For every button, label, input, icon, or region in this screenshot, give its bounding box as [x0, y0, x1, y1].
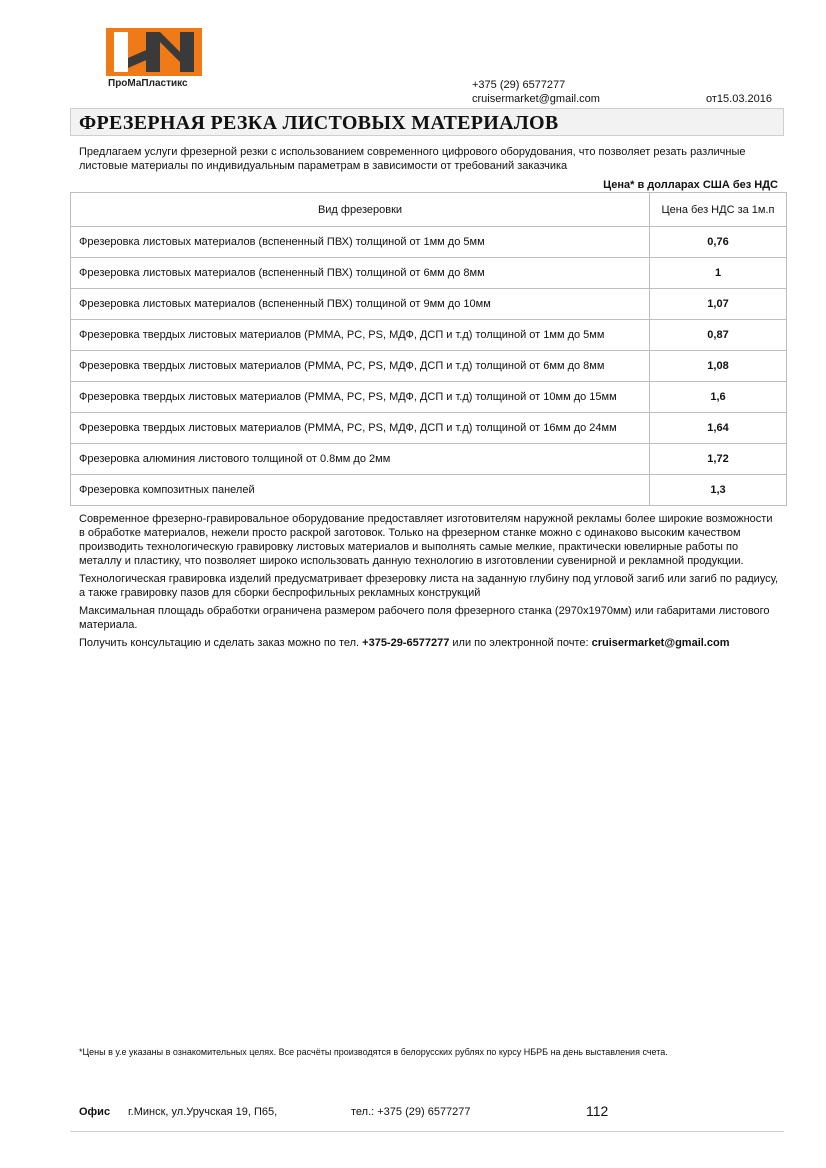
row-price: 0,87	[650, 320, 787, 351]
row-name: Фрезеровка композитных панелей	[71, 475, 650, 506]
row-name: Фрезеровка листовых материалов (вспененный ПВХ) толщиной от 6мм до 8мм	[71, 258, 650, 289]
header-email: cruisermarket@gmail.com	[472, 93, 600, 105]
row-price: 1,3	[650, 475, 787, 506]
table-row	[71, 289, 787, 320]
price-table	[70, 192, 787, 506]
table-row	[71, 475, 787, 506]
table-header-row	[71, 193, 787, 227]
table-row	[71, 351, 787, 382]
row-name: Фрезеровка алюминия листового толщиной от 0.8мм до 2мм	[71, 444, 650, 475]
row-name: Фрезеровка твердых листовых материалов (PMMA, PC, PS, МДФ, ДСП и т.д) толщиной от 16мм до 24мм	[71, 413, 650, 444]
footer-office-label: Офис	[79, 1106, 111, 1118]
table-row	[71, 258, 787, 289]
company-name: ПроМаПластикс	[108, 78, 188, 89]
footnote: *Цены в у.е указаны в ознакомительных целях. Все расчёты производятся в белорусских рублях по курсу НБРБ на день выставления счета.	[79, 1047, 668, 1057]
footer-address: г.Минск, ул.Уручская 19, П65,	[128, 1106, 278, 1118]
contact-paragraph	[79, 636, 779, 650]
contact-prefix: Получить консультацию и сделать заказ можно по тел.	[79, 637, 363, 649]
intro-text: Предлагаем услуги фрезерной резки с использованием современного цифрового оборудования, что позволяет резать различные листовые материалы по индивидуальным параметрам в зависимости от требований заказчика	[79, 146, 746, 172]
row-name: Фрезеровка твердых листовых материалов (PMMA, PC, PS, МДФ, ДСП и т.д) толщиной от 1мм до 5мм	[71, 320, 650, 351]
footer-divider	[70, 1131, 784, 1132]
column-header-price: Цена без НДС за 1м.п	[650, 193, 787, 227]
row-price: 1,07	[650, 289, 787, 320]
document-date: от15.03.2016	[706, 93, 772, 105]
row-price: 1,6	[650, 382, 787, 413]
row-name: Фрезеровка твердых листовых материалов (PMMA, PC, PS, МДФ, ДСП и т.д) толщиной от 6мм до 8мм	[71, 351, 650, 382]
row-name: Фрезеровка твердых листовых материалов (PMMA, PC, PS, МДФ, ДСП и т.д) толщиной от 10мм до 15мм	[71, 382, 650, 413]
page-number: 112	[586, 1103, 609, 1119]
table-row	[71, 444, 787, 475]
row-price: 0,76	[650, 227, 787, 258]
row-price: 1,64	[650, 413, 787, 444]
table-row	[71, 320, 787, 351]
column-header-type: Вид фрезеровки	[71, 193, 650, 227]
contact-phone[interactable]: +375-29-6577277	[362, 637, 450, 649]
paragraph: Максимальная площадь обработки ограничена размером рабочего поля фрезерного станка (2970х1970мм) или габаритами листового материала.	[79, 605, 770, 631]
row-price: 1,72	[650, 444, 787, 475]
table-row	[71, 227, 787, 258]
footer-phone: тел.: +375 (29) 6577277	[351, 1106, 471, 1118]
table-row	[71, 413, 787, 444]
paragraph: Технологическая гравировка изделий предусматривает фрезеровку листа на заданную глубину под угловой загиб или загиб по радиусу, а также гравировку пазов для сборки беспрофильных рекламных конструкций	[79, 573, 779, 599]
contact-middle: или по электронной почте:	[449, 637, 592, 649]
description-text	[79, 512, 779, 654]
row-price: 1	[650, 258, 787, 289]
row-name: Фрезеровка листовых материалов (вспененный ПВХ) толщиной от 9мм до 10мм	[71, 289, 650, 320]
page-title: ФРЕЗЕРНАЯ РЕЗКА ЛИСТОВЫХ МАТЕРИАЛОВ	[79, 112, 559, 134]
row-price: 1,08	[650, 351, 787, 382]
contact-email[interactable]: cruisermarket@gmail.com	[591, 637, 730, 649]
title-bar	[70, 108, 784, 136]
header-phone: +375 (29) 6577277	[472, 79, 566, 91]
table-row	[71, 382, 787, 413]
price-note: Цена* в долларах США без НДС	[603, 179, 778, 191]
paragraph: Современное фрезерно-гравировальное оборудование предоставляет изготовителям наружной рекламы более широкие возможности в обработке материалов, нежели просто раскрой заготовок. Только на фрезерном станке можно с одинаково высоким качеством производить технологическую гравировку листовых материалов и выполнять самые мелкие, практически ювелирные работы по металлу и пластику, что позволяет широко использовать данную технологию в изготовлении сувенирной и рекламной продукции.	[79, 513, 773, 567]
row-name: Фрезеровка листовых материалов (вспененный ПВХ) толщиной от 1мм до 5мм	[71, 227, 650, 258]
